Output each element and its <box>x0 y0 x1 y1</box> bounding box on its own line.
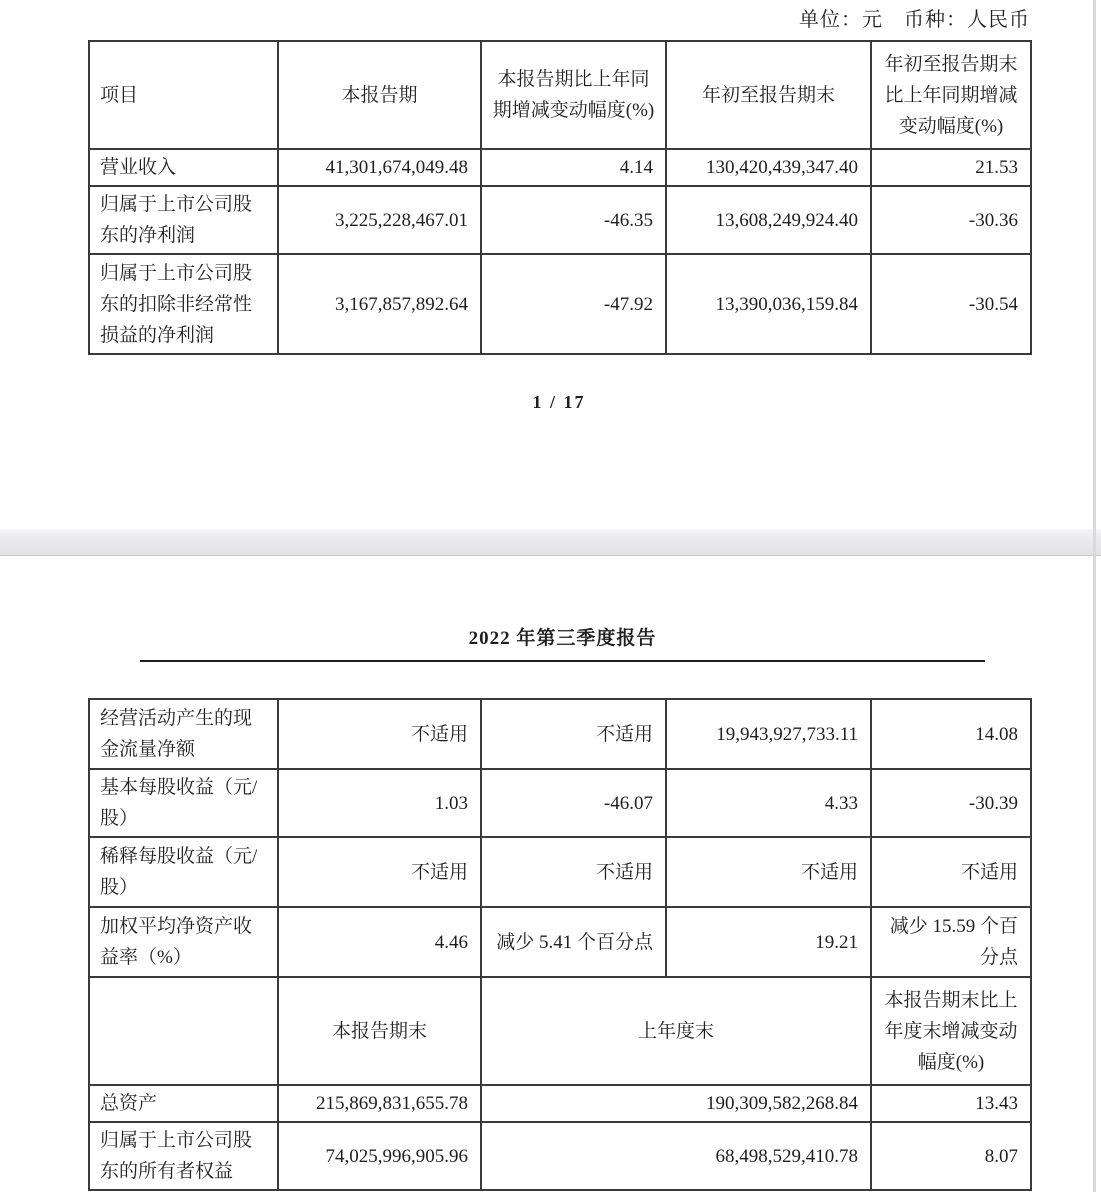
header-ytd-change: 年初至报告期末比上年同期增减变动幅度(%) <box>871 41 1031 149</box>
row-change: 13.43 <box>871 1085 1031 1122</box>
row-ytd-change: 14.08 <box>871 699 1031 769</box>
header-current-period-change: 本报告期比上年同期增减变动幅度(%) <box>481 41 666 149</box>
title-underline <box>140 660 985 662</box>
row-label: 经营活动产生的现金流量净额 <box>89 699 278 769</box>
unit-currency-label: 单位：元 币种：人民币 <box>799 9 1030 31</box>
row-current: 41,301,674,049.48 <box>278 149 481 186</box>
header-item: 项目 <box>89 41 278 149</box>
row-ytd-change: 不适用 <box>871 837 1031 907</box>
row-current-change: 不适用 <box>481 699 666 769</box>
table-row <box>89 699 1031 769</box>
subheader-prior-year-end: 上年度末 <box>481 977 871 1085</box>
row-current-change: 不适用 <box>481 837 666 907</box>
row-ytd: 19.21 <box>666 907 871 977</box>
row-ytd: 不适用 <box>666 837 871 907</box>
table-row <box>89 907 1031 977</box>
row-prior-year-end: 190,309,582,268.84 <box>481 1085 871 1122</box>
header-ytd: 年初至报告期末 <box>666 41 871 149</box>
row-current-change: 4.14 <box>481 149 666 186</box>
indicators-continuation-table <box>88 698 1032 1191</box>
table-row <box>89 254 1031 354</box>
row-label: 稀释每股收益（元/股） <box>89 837 278 907</box>
table-row <box>89 1122 1031 1190</box>
table-header-row <box>89 41 1031 149</box>
row-prior-year-end: 68,498,529,410.78 <box>481 1122 871 1190</box>
row-label: 加权平均净资产收益率（%） <box>89 907 278 977</box>
row-label: 基本每股收益（元/股） <box>89 769 278 837</box>
row-current: 3,167,857,892.64 <box>278 254 481 354</box>
table-row <box>89 1085 1031 1122</box>
table-row <box>89 186 1031 254</box>
row-label: 归属于上市公司股东的所有者权益 <box>89 1122 278 1190</box>
row-current: 1.03 <box>278 769 481 837</box>
table-subheader-row <box>89 977 1031 1085</box>
row-current-change: -47.92 <box>481 254 666 354</box>
row-label: 营业收入 <box>89 149 278 186</box>
row-current-change: 减少 5.41 个百分点 <box>481 907 666 977</box>
row-ytd: 4.33 <box>666 769 871 837</box>
row-current: 不适用 <box>278 837 481 907</box>
row-ytd: 13,608,249,924.40 <box>666 186 871 254</box>
row-period-end: 74,025,996,905.96 <box>278 1122 481 1190</box>
row-ytd-change: 21.53 <box>871 149 1031 186</box>
row-label: 归属于上市公司股东的净利润 <box>89 186 278 254</box>
subheader-change: 本报告期末比上年度末增减变动幅度(%) <box>871 977 1031 1085</box>
row-ytd: 13,390,036,159.84 <box>666 254 871 354</box>
table-row <box>89 837 1031 907</box>
row-ytd-change: -30.54 <box>871 254 1031 354</box>
row-change: 8.07 <box>871 1122 1031 1190</box>
row-current: 4.46 <box>278 907 481 977</box>
table-row <box>89 149 1031 186</box>
row-current-change: -46.35 <box>481 186 666 254</box>
row-current-change: -46.07 <box>481 769 666 837</box>
key-indicators-table <box>88 40 1032 355</box>
page-edge-shadow <box>1093 0 1096 1192</box>
subheader-period-end: 本报告期末 <box>278 977 481 1085</box>
row-ytd-change: -30.39 <box>871 769 1031 837</box>
page-number-indicator: 1 / 17 <box>532 392 586 412</box>
row-ytd: 130,420,439,347.40 <box>666 149 871 186</box>
row-label: 总资产 <box>89 1085 278 1122</box>
page-break-separator <box>0 529 1101 556</box>
subheader-empty-cell <box>89 977 278 1085</box>
row-current: 3,225,228,467.01 <box>278 186 481 254</box>
table-row <box>89 769 1031 837</box>
header-current-period: 本报告期 <box>278 41 481 149</box>
row-ytd: 19,943,927,733.11 <box>666 699 871 769</box>
row-period-end: 215,869,831,655.78 <box>278 1085 481 1122</box>
row-current: 不适用 <box>278 699 481 769</box>
report-title: 2022 年第三季度报告 <box>468 628 657 649</box>
row-ytd-change: 减少 15.59 个百分点 <box>871 907 1031 977</box>
row-label: 归属于上市公司股东的扣除非经常性损益的净利润 <box>89 254 278 354</box>
row-ytd-change: -30.36 <box>871 186 1031 254</box>
